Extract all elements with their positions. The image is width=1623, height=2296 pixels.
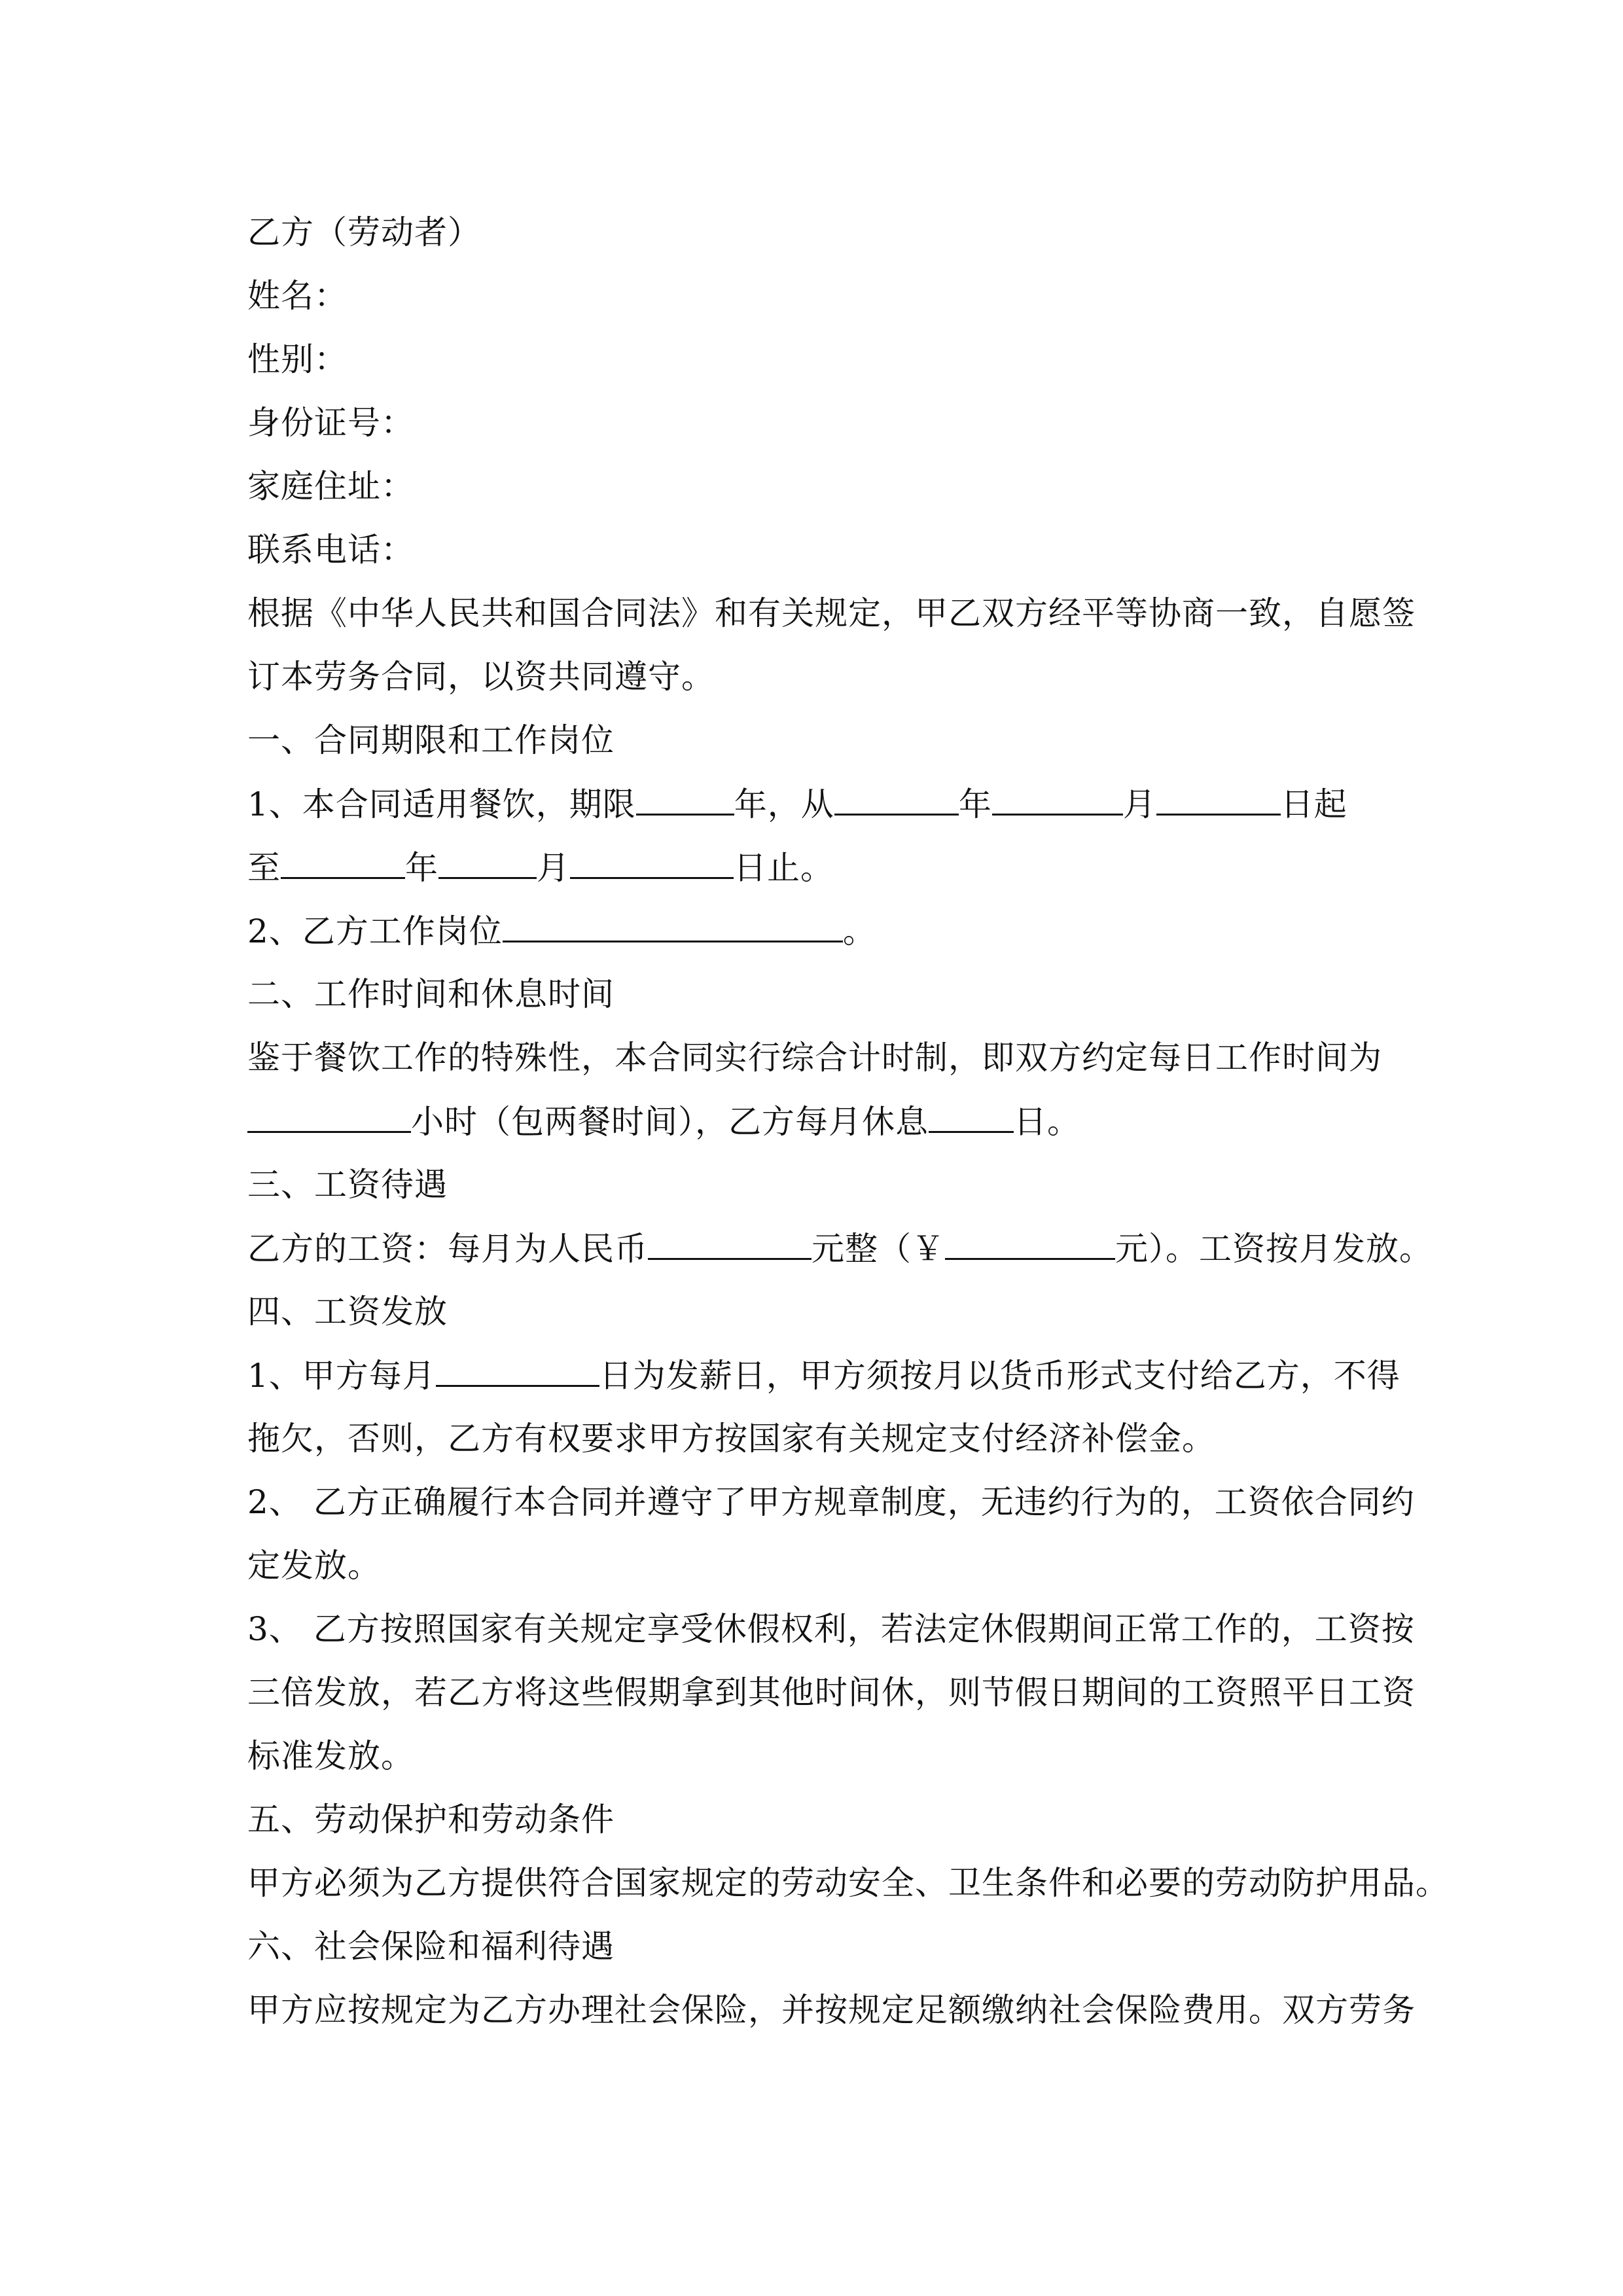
term-years-blank[interactable] [636, 783, 734, 816]
section-2-line-2: 小时（包两餐时间），乙方每月休息 日。 [247, 1101, 1399, 1142]
section-6-heading: 六、社会保险和福利待遇 [247, 1928, 615, 1965]
section-4-item-3-line-2: 三倍发放，若乙方将这些假期拿到其他时间休，则节假日期间的工资照平日工资 [247, 1674, 1416, 1712]
start-year-blank[interactable] [834, 783, 959, 816]
section-2-line-1: 鉴于餐饮工作的特殊性，本合同实行综合计时制，即双方约定每日工作时间为 [247, 1039, 1382, 1077]
end-month-blank[interactable] [438, 847, 537, 879]
payday-blank[interactable] [436, 1355, 599, 1387]
section-1-heading: 一、合同期限和工作岗位 [247, 721, 615, 759]
section-4-item-3-line-1: 3、 乙方按照国家有关规定享受休假权利，若法定休假期间正常工作的，工资按 [247, 1610, 1415, 1648]
section-1-item-1-line-2: 至 年 月 日止。 [247, 847, 1399, 888]
section-4-item-3-line-3: 标准发放。 [247, 1737, 414, 1775]
field-name: 姓名： [247, 277, 348, 315]
salary-amount-blank[interactable] [945, 1228, 1115, 1260]
field-address: 家庭住址： [247, 467, 414, 505]
field-phone: 联系电话： [247, 531, 414, 569]
field-id-number: 身份证号： [247, 404, 414, 442]
job-position-blank[interactable] [503, 910, 843, 942]
section-5-heading: 五、劳动保护和劳动条件 [247, 1801, 615, 1839]
section-2-heading: 二、工作时间和休息时间 [247, 975, 615, 1013]
salary-words-blank[interactable] [648, 1228, 812, 1260]
section-4-item-1-line-1: 1、甲方每月 日为发薪日，甲方须按月以货币形式支付给乙方，不得 [247, 1355, 1399, 1396]
end-day-blank[interactable] [570, 847, 734, 879]
start-day-blank[interactable] [1156, 783, 1281, 816]
daily-hours-blank[interactable] [247, 1101, 411, 1133]
section-4-item-2-line-1: 2、 乙方正确履行本合同并遵守了甲方规章制度，无违约行为的，工资依合同约 [247, 1483, 1415, 1521]
party-b-heading: 乙方（劳动者） [247, 213, 481, 251]
section-4-item-1-line-2: 拖欠，否则，乙方有权要求甲方按国家有关规定支付经济补偿金。 [247, 1420, 1215, 1458]
section-4-item-2-line-2: 定发放。 [247, 1547, 381, 1585]
section-3-heading: 三、工资待遇 [247, 1166, 448, 1204]
end-year-blank[interactable] [281, 847, 405, 879]
section-5-text: 甲方必须为乙方提供符合国家规定的劳动安全、卫生条件和必要的劳动防护用品。 [247, 1864, 1449, 1902]
start-month-blank[interactable] [992, 783, 1123, 816]
field-gender: 性别： [247, 340, 348, 378]
section-3-line: 乙方的工资：每月为人民币 元整（￥ 元）。工资按月发放。 [247, 1228, 1399, 1269]
monthly-rest-days-blank[interactable] [929, 1101, 1014, 1133]
section-4-heading: 四、工资发放 [247, 1293, 448, 1331]
intro-line-1: 根据《中华人民共和国合同法》和有关规定，甲乙双方经平等协商一致，自愿签 [247, 594, 1416, 632]
section-1-item-1-line-1: 1、本合同适用餐饮，期限 年，从 年 月 日起 [247, 783, 1399, 825]
section-1-item-2: 2、乙方工作岗位 。 [247, 910, 1399, 952]
section-6-text: 甲方应按规定为乙方办理社会保险，并按规定足额缴纳社会保险费用。双方劳务 [247, 1991, 1416, 2029]
intro-line-2: 订本劳务合同，以资共同遵守。 [247, 658, 715, 696]
